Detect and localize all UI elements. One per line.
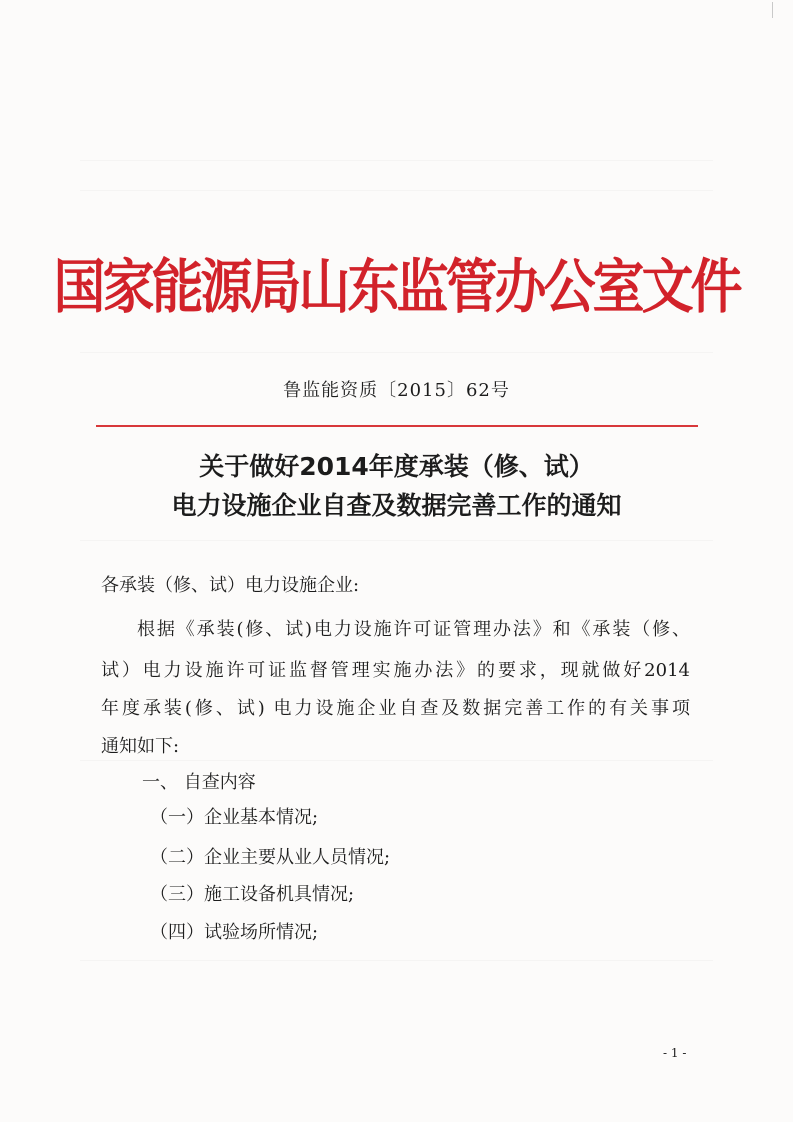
bleed-through-line: [80, 160, 713, 161]
bleed-through-line: [80, 190, 713, 191]
bleed-through-line: [80, 352, 713, 353]
notice-title-line-2: 电力设施企业自查及数据完善工作的通知: [171, 491, 622, 520]
paragraph-line: 通知如下:: [101, 736, 180, 757]
paragraph-line: 年度承装(修、试) 电力设施企业自查及数据完善工作的有关事项: [101, 698, 690, 719]
paragraph-line: 试）电力设施许可证监督管理实施办法》的要求，现就做好2014: [101, 660, 690, 681]
paragraph-line: 根据《承装(修、试)电力设施许可证管理办法》和《承装（修、: [137, 619, 690, 640]
bleed-through-line: [80, 540, 713, 541]
section-heading: 一、 自查内容: [142, 772, 256, 793]
scan-corner-mark: [772, 2, 777, 18]
notice-title-line-1: 关于做好2014年度承装（修、试）: [199, 452, 594, 481]
salutation: 各承装（修、试）电力设施企业:: [101, 575, 360, 596]
bleed-through-line: [80, 960, 713, 961]
page-number: - 1 -: [663, 1046, 687, 1060]
list-item: （一）企业基本情况;: [150, 807, 319, 828]
list-item: （二）企业主要从业人员情况;: [150, 847, 391, 868]
list-item: （三）施工设备机具情况;: [150, 884, 355, 905]
bleed-through-line: [80, 760, 713, 761]
red-separator-rule: [96, 425, 698, 427]
document-number: 鲁监能资质〔2015〕62号: [283, 380, 510, 401]
list-item: （四）试验场所情况;: [150, 922, 319, 943]
issuing-authority-header: 国家能源局山东监管办公室文件: [53, 254, 740, 322]
